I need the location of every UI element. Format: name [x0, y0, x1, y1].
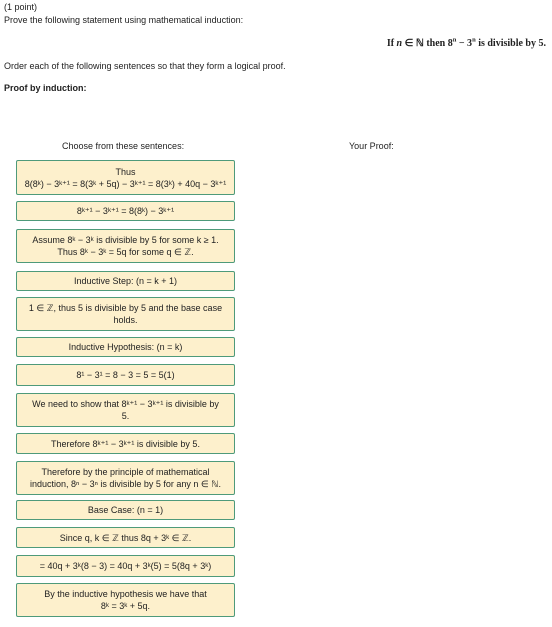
sentence-assume-hypothesis[interactable]: [16, 229, 235, 263]
sentence-line: 5.: [121, 411, 130, 421]
sentence-base-case[interactable]: [16, 500, 235, 520]
sentence-inductive-hypothesis[interactable]: [16, 337, 235, 357]
statement-exp: n: [452, 36, 457, 44]
statement-to-prove: [387, 38, 546, 49]
sentence-rewrite-8k1[interactable]: [16, 201, 235, 221]
problem-prompt: Prove the following statement using mathematical induction:: [4, 15, 244, 25]
sentence-line: Inductive Step: (n = k + 1): [73, 276, 178, 286]
sentence-need-to-show[interactable]: [16, 393, 235, 427]
statement-in-n: ∈ ℕ then 8: [404, 38, 453, 49]
instructions: Order each of the following sentences so that they form a logical proof.: [4, 61, 286, 71]
sentence-line: We need to show that 8ᵏ⁺¹ − 3ᵏ⁺¹ is divisible by: [32, 399, 219, 409]
sentence-line: 1 ∈ ℤ, thus 5 is divisible by 5 and the base case: [28, 303, 223, 313]
sentence-since-integer[interactable]: [16, 527, 235, 548]
sentence-line: 8¹ − 3¹ = 8 − 3 = 5 = 5(1): [76, 370, 175, 380]
sentence-thus-substitution[interactable]: [16, 160, 235, 195]
sentence-line: Inductive Hypothesis: (n = k): [68, 342, 183, 352]
sentence-line: Base Case: (n = 1): [87, 505, 164, 515]
sentence-line: = 40q + 3ᵏ(8 − 3) = 40q + 3ᵏ(5) = 5(8q + 3ᵏ): [39, 561, 212, 571]
sentence-line: 8ᵏ⁺¹ − 3ᵏ⁺¹ = 8(8ᵏ) − 3ᵏ⁺¹: [76, 206, 175, 216]
choose-sentences-label: Choose from these sentences:: [62, 141, 185, 151]
statement-tail: is divisible by 5.: [475, 38, 546, 49]
sentence-conclusion[interactable]: [16, 461, 235, 495]
sentence-base-computation[interactable]: [16, 364, 235, 386]
proof-heading: Proof by induction:: [4, 83, 87, 93]
points-label: (1 point): [4, 2, 38, 12]
sentence-line: Therefore 8ᵏ⁺¹ − 3ᵏ⁺¹ is divisible by 5.: [51, 438, 200, 449]
sentence-line: holds.: [113, 315, 138, 325]
sentence-therefore-divisible[interactable]: [16, 433, 235, 454]
your-proof-label: Your Proof:: [349, 141, 394, 151]
sentence-line: Assume 8ᵏ − 3ᵏ is divisible by 5 for some k ≥ 1.: [32, 235, 219, 245]
sentence-line: Since q, k ∈ ℤ thus 8q + 3ᵏ ∈ ℤ.: [59, 532, 192, 543]
sentence-factor[interactable]: [16, 555, 235, 577]
sentence-base-case-holds[interactable]: [16, 297, 235, 331]
sentence-line: 8(8ᵏ) − 3ᵏ⁺¹ = 8(3ᵏ + 5q) − 3ᵏ⁺¹ = 8(3ᵏ) + 40q − 3ᵏ⁺¹: [24, 178, 227, 189]
sentence-line: By the inductive hypothesis we have that: [44, 589, 207, 599]
sentence-line: Thus 8ᵏ − 3ᵏ = 5q for some q ∈ ℤ.: [57, 247, 194, 257]
sentence-line: Therefore by the principle of mathematical: [41, 467, 210, 477]
statement-if: If: [386, 38, 395, 49]
sentence-line: 8ᵏ = 3ᵏ + 5q.: [100, 601, 151, 611]
sentence-inductive-step[interactable]: [16, 271, 235, 291]
sentence-line: induction, 8ⁿ − 3ⁿ is divisible by 5 for any n ∈ ℕ.: [30, 479, 221, 489]
statement-exp2: n: [472, 36, 476, 44]
statement-n: n: [396, 38, 403, 49]
sentence-by-hypothesis[interactable]: [16, 583, 235, 617]
sentence-line: Thus: [115, 166, 136, 177]
statement-minus: − 3: [456, 38, 473, 49]
